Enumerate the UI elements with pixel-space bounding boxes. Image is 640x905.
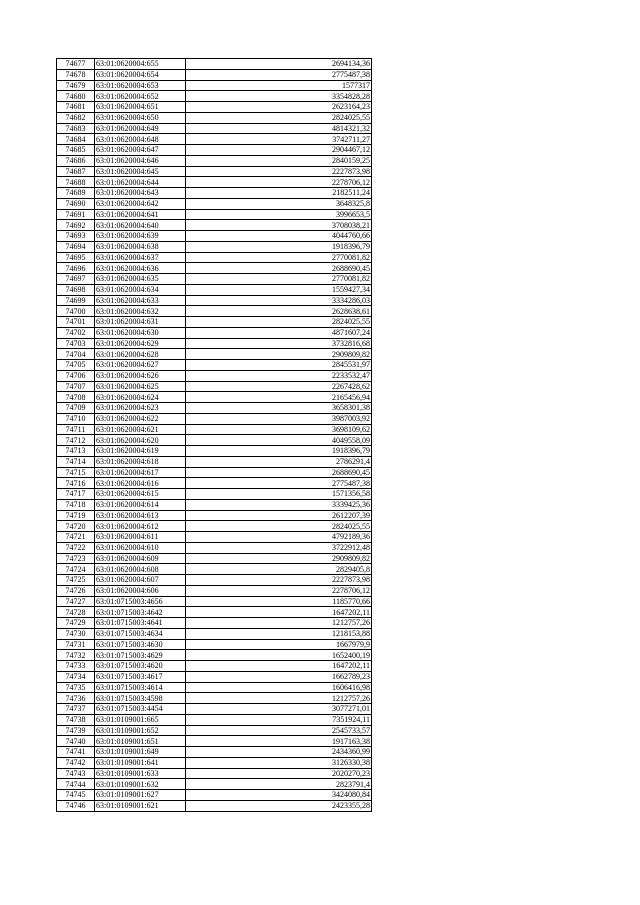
table-row bbox=[57, 220, 372, 231]
row-number-cell: 74705 bbox=[57, 360, 95, 371]
value-cell: 1218153,88 bbox=[186, 628, 372, 639]
row-number-cell: 74690 bbox=[57, 198, 95, 209]
table-row bbox=[57, 768, 372, 779]
cadastral-number-cell: 63:01:0620004:611 bbox=[95, 532, 186, 543]
row-number-cell: 74699 bbox=[57, 295, 95, 306]
cadastral-number-cell: 63:01:0620004:617 bbox=[95, 467, 186, 478]
value-cell: 3722912,48 bbox=[186, 542, 372, 553]
table-row bbox=[57, 177, 372, 188]
value-cell: 3987003,92 bbox=[186, 413, 372, 424]
row-number-cell: 74718 bbox=[57, 499, 95, 510]
row-number-cell: 74701 bbox=[57, 317, 95, 328]
cadastral-number-cell: 63:01:0620004:613 bbox=[95, 510, 186, 521]
row-number-cell: 74697 bbox=[57, 274, 95, 285]
cadastral-number-cell: 63:01:0620004:646 bbox=[95, 155, 186, 166]
cadastral-number-cell: 63:01:0620004:641 bbox=[95, 209, 186, 220]
value-cell: 3658301,38 bbox=[186, 403, 372, 414]
row-number-cell: 74719 bbox=[57, 510, 95, 521]
cadastral-number-cell: 63:01:0620004:642 bbox=[95, 198, 186, 209]
row-number-cell: 74732 bbox=[57, 650, 95, 661]
row-number-cell: 74698 bbox=[57, 284, 95, 295]
row-number-cell: 74721 bbox=[57, 532, 95, 543]
table-row bbox=[57, 284, 372, 295]
row-number-cell: 74740 bbox=[57, 736, 95, 747]
table-row bbox=[57, 446, 372, 457]
row-number-cell: 74726 bbox=[57, 585, 95, 596]
value-cell: 2227873,98 bbox=[186, 166, 372, 177]
table-row bbox=[57, 392, 372, 403]
row-number-cell: 74737 bbox=[57, 704, 95, 715]
row-number-cell: 74684 bbox=[57, 134, 95, 145]
cadastral-number-cell: 63:01:0620004:616 bbox=[95, 478, 186, 489]
row-number-cell: 74739 bbox=[57, 725, 95, 736]
row-number-cell: 74696 bbox=[57, 263, 95, 274]
value-cell: 2786291,4 bbox=[186, 456, 372, 467]
row-number-cell: 74709 bbox=[57, 403, 95, 414]
value-cell: 1212757,26 bbox=[186, 693, 372, 704]
cadastral-number-cell: 63:01:0620004:647 bbox=[95, 145, 186, 156]
table-row bbox=[57, 123, 372, 134]
value-cell: 2823791,4 bbox=[186, 779, 372, 790]
table-row bbox=[57, 59, 372, 70]
cadastral-number-cell: 63:01:0620004:640 bbox=[95, 220, 186, 231]
value-cell: 2434360,99 bbox=[186, 747, 372, 758]
row-number-cell: 74692 bbox=[57, 220, 95, 231]
value-cell: 2770081,82 bbox=[186, 252, 372, 263]
row-number-cell: 74723 bbox=[57, 553, 95, 564]
row-number-cell: 74734 bbox=[57, 671, 95, 682]
table-row bbox=[57, 725, 372, 736]
value-cell: 2267428,62 bbox=[186, 381, 372, 392]
cadastral-number-cell: 63:01:0715003:4617 bbox=[95, 671, 186, 682]
cadastral-number-cell: 63:01:0715003:4454 bbox=[95, 704, 186, 715]
table-row bbox=[57, 564, 372, 575]
table-row bbox=[57, 306, 372, 317]
cadastral-number-cell: 63:01:0715003:4634 bbox=[95, 628, 186, 639]
cadastral-number-cell: 63:01:0620004:633 bbox=[95, 295, 186, 306]
cadastral-number-cell: 63:01:0620004:624 bbox=[95, 392, 186, 403]
table-row bbox=[57, 661, 372, 672]
value-cell: 2770081,82 bbox=[186, 274, 372, 285]
table-row bbox=[57, 155, 372, 166]
value-cell: 3339425,36 bbox=[186, 499, 372, 510]
cadastral-number-cell: 63:01:0620004:650 bbox=[95, 112, 186, 123]
table-row bbox=[57, 607, 372, 618]
table-row bbox=[57, 252, 372, 263]
value-cell: 1652400,19 bbox=[186, 650, 372, 661]
row-number-cell: 74716 bbox=[57, 478, 95, 489]
table-row bbox=[57, 704, 372, 715]
cadastral-number-cell: 63:01:0109001:632 bbox=[95, 779, 186, 790]
value-cell: 1917163,38 bbox=[186, 736, 372, 747]
table-row bbox=[57, 424, 372, 435]
value-cell: 2694134,36 bbox=[186, 59, 372, 70]
cadastral-number-cell: 63:01:0620004:653 bbox=[95, 80, 186, 91]
table-row bbox=[57, 295, 372, 306]
row-number-cell: 74689 bbox=[57, 188, 95, 199]
table-row bbox=[57, 467, 372, 478]
value-cell: 3424080,84 bbox=[186, 790, 372, 801]
value-cell: 4792189,36 bbox=[186, 532, 372, 543]
row-number-cell: 74722 bbox=[57, 542, 95, 553]
table-row bbox=[57, 790, 372, 801]
value-cell: 2227873,98 bbox=[186, 575, 372, 586]
table-row bbox=[57, 102, 372, 113]
table-row bbox=[57, 532, 372, 543]
value-cell: 3354828,28 bbox=[186, 91, 372, 102]
row-number-cell: 74703 bbox=[57, 338, 95, 349]
row-number-cell: 74731 bbox=[57, 639, 95, 650]
row-number-cell: 74729 bbox=[57, 618, 95, 629]
table-row bbox=[57, 209, 372, 220]
value-cell: 1571356,58 bbox=[186, 489, 372, 500]
cadastral-number-cell: 63:01:0109001:627 bbox=[95, 790, 186, 801]
table-body bbox=[57, 59, 372, 812]
table-row bbox=[57, 188, 372, 199]
cadastral-number-cell: 63:01:0620004:610 bbox=[95, 542, 186, 553]
cadastral-number-cell: 63:01:0620004:627 bbox=[95, 360, 186, 371]
table-row bbox=[57, 134, 372, 145]
value-cell: 2278706,12 bbox=[186, 177, 372, 188]
data-table bbox=[56, 58, 372, 812]
row-number-cell: 74695 bbox=[57, 252, 95, 263]
row-number-cell: 74730 bbox=[57, 628, 95, 639]
row-number-cell: 74717 bbox=[57, 489, 95, 500]
table-row bbox=[57, 198, 372, 209]
table-row bbox=[57, 499, 372, 510]
value-cell: 2233532,47 bbox=[186, 370, 372, 381]
row-number-cell: 74746 bbox=[57, 800, 95, 811]
row-number-cell: 74677 bbox=[57, 59, 95, 70]
table-row bbox=[57, 682, 372, 693]
cadastral-number-cell: 63:01:0715003:4641 bbox=[95, 618, 186, 629]
value-cell: 2824025,55 bbox=[186, 112, 372, 123]
value-cell: 2688690,45 bbox=[186, 263, 372, 274]
cadastral-number-cell: 63:01:0620004:648 bbox=[95, 134, 186, 145]
table-row bbox=[57, 478, 372, 489]
cadastral-number-cell: 63:01:0109001:651 bbox=[95, 736, 186, 747]
row-number-cell: 74711 bbox=[57, 424, 95, 435]
value-cell: 7351924,11 bbox=[186, 714, 372, 725]
value-cell: 2423355,28 bbox=[186, 800, 372, 811]
value-cell: 2824025,55 bbox=[186, 317, 372, 328]
table-row bbox=[57, 69, 372, 80]
table-row bbox=[57, 327, 372, 338]
cadastral-number-cell: 63:01:0620004:643 bbox=[95, 188, 186, 199]
cadastral-number-cell: 63:01:0620004:614 bbox=[95, 499, 186, 510]
row-number-cell: 74712 bbox=[57, 435, 95, 446]
table-row bbox=[57, 553, 372, 564]
row-number-cell: 74724 bbox=[57, 564, 95, 575]
cadastral-number-cell: 63:01:0620004:620 bbox=[95, 435, 186, 446]
value-cell: 3648325,8 bbox=[186, 198, 372, 209]
table-row bbox=[57, 80, 372, 91]
value-cell: 1212757,26 bbox=[186, 618, 372, 629]
cadastral-number-cell: 63:01:0620004:607 bbox=[95, 575, 186, 586]
value-cell: 2278706,12 bbox=[186, 585, 372, 596]
table-row bbox=[57, 542, 372, 553]
row-number-cell: 74691 bbox=[57, 209, 95, 220]
cadastral-number-cell: 63:01:0715003:4629 bbox=[95, 650, 186, 661]
value-cell: 2775487,38 bbox=[186, 478, 372, 489]
table-row bbox=[57, 91, 372, 102]
table-row bbox=[57, 596, 372, 607]
cadastral-number-cell: 63:01:0109001:641 bbox=[95, 757, 186, 768]
row-number-cell: 74710 bbox=[57, 413, 95, 424]
row-number-cell: 74686 bbox=[57, 155, 95, 166]
value-cell: 1918396,79 bbox=[186, 241, 372, 252]
row-number-cell: 74720 bbox=[57, 521, 95, 532]
value-cell: 4049558,09 bbox=[186, 435, 372, 446]
value-cell: 2545733,57 bbox=[186, 725, 372, 736]
cadastral-number-cell: 63:01:0620004:623 bbox=[95, 403, 186, 414]
cadastral-number-cell: 63:01:0620004:629 bbox=[95, 338, 186, 349]
table-row bbox=[57, 510, 372, 521]
cadastral-number-cell: 63:01:0620004:651 bbox=[95, 102, 186, 113]
value-cell: 2904467,12 bbox=[186, 145, 372, 156]
value-cell: 1185770,66 bbox=[186, 596, 372, 607]
table-row bbox=[57, 231, 372, 242]
cadastral-number-cell: 63:01:0109001:649 bbox=[95, 747, 186, 758]
value-cell: 2688690,45 bbox=[186, 467, 372, 478]
row-number-cell: 74678 bbox=[57, 69, 95, 80]
table-row bbox=[57, 489, 372, 500]
value-cell: 1667979,9 bbox=[186, 639, 372, 650]
value-cell: 1662789,23 bbox=[186, 671, 372, 682]
cadastral-number-cell: 63:01:0620004:649 bbox=[95, 123, 186, 134]
table-row bbox=[57, 575, 372, 586]
value-cell: 4871607,24 bbox=[186, 327, 372, 338]
table-row bbox=[57, 736, 372, 747]
table-row bbox=[57, 381, 372, 392]
row-number-cell: 74738 bbox=[57, 714, 95, 725]
value-cell: 3698109,62 bbox=[186, 424, 372, 435]
value-cell: 2829405,8 bbox=[186, 564, 372, 575]
row-number-cell: 74706 bbox=[57, 370, 95, 381]
cadastral-number-cell: 63:01:0620004:612 bbox=[95, 521, 186, 532]
value-cell: 1647202,11 bbox=[186, 607, 372, 618]
row-number-cell: 74745 bbox=[57, 790, 95, 801]
cadastral-number-cell: 63:01:0620004:652 bbox=[95, 91, 186, 102]
row-number-cell: 74742 bbox=[57, 757, 95, 768]
table-row bbox=[57, 650, 372, 661]
row-number-cell: 74694 bbox=[57, 241, 95, 252]
cadastral-number-cell: 63:01:0715003:4630 bbox=[95, 639, 186, 650]
cadastral-number-cell: 63:01:0620004:631 bbox=[95, 317, 186, 328]
table-row bbox=[57, 349, 372, 360]
cadastral-number-cell: 63:01:0620004:626 bbox=[95, 370, 186, 381]
table-row bbox=[57, 241, 372, 252]
cadastral-number-cell: 63:01:0620004:628 bbox=[95, 349, 186, 360]
row-number-cell: 74741 bbox=[57, 747, 95, 758]
cadastral-number-cell: 63:01:0620004:645 bbox=[95, 166, 186, 177]
value-cell: 3732816,68 bbox=[186, 338, 372, 349]
value-cell: 3742711,27 bbox=[186, 134, 372, 145]
row-number-cell: 74708 bbox=[57, 392, 95, 403]
value-cell: 2612207,39 bbox=[186, 510, 372, 521]
table-row bbox=[57, 585, 372, 596]
value-cell: 3334286,03 bbox=[186, 295, 372, 306]
table-row bbox=[57, 166, 372, 177]
table-row bbox=[57, 671, 372, 682]
row-number-cell: 74688 bbox=[57, 177, 95, 188]
row-number-cell: 74728 bbox=[57, 607, 95, 618]
cadastral-number-cell: 63:01:0109001:652 bbox=[95, 725, 186, 736]
cadastral-number-cell: 63:01:0620004:619 bbox=[95, 446, 186, 457]
table-row bbox=[57, 370, 372, 381]
row-number-cell: 74727 bbox=[57, 596, 95, 607]
value-cell: 1606416,98 bbox=[186, 682, 372, 693]
cadastral-number-cell: 63:01:0715003:4656 bbox=[95, 596, 186, 607]
value-cell: 4814321,32 bbox=[186, 123, 372, 134]
value-cell: 2840159,25 bbox=[186, 155, 372, 166]
cadastral-number-cell: 63:01:0109001:621 bbox=[95, 800, 186, 811]
table-row bbox=[57, 714, 372, 725]
cadastral-number-cell: 63:01:0620004:609 bbox=[95, 553, 186, 564]
table-row bbox=[57, 757, 372, 768]
table-row bbox=[57, 112, 372, 123]
table-row bbox=[57, 435, 372, 446]
value-cell: 2909809,82 bbox=[186, 349, 372, 360]
table-row bbox=[57, 628, 372, 639]
cadastral-number-cell: 63:01:0620004:639 bbox=[95, 231, 186, 242]
table-row bbox=[57, 263, 372, 274]
value-cell: 3996653,5 bbox=[186, 209, 372, 220]
value-cell: 2020270,23 bbox=[186, 768, 372, 779]
value-cell: 2628638,61 bbox=[186, 306, 372, 317]
value-cell: 1918396,79 bbox=[186, 446, 372, 457]
table-row bbox=[57, 693, 372, 704]
table-row bbox=[57, 413, 372, 424]
value-cell: 2182511,24 bbox=[186, 188, 372, 199]
table-row bbox=[57, 274, 372, 285]
table-row bbox=[57, 747, 372, 758]
table-row bbox=[57, 618, 372, 629]
row-number-cell: 74702 bbox=[57, 327, 95, 338]
row-number-cell: 74682 bbox=[57, 112, 95, 123]
cadastral-number-cell: 63:01:0715003:4598 bbox=[95, 693, 186, 704]
value-cell: 3077271,01 bbox=[186, 704, 372, 715]
value-cell: 4044760,66 bbox=[186, 231, 372, 242]
row-number-cell: 74707 bbox=[57, 381, 95, 392]
row-number-cell: 74725 bbox=[57, 575, 95, 586]
cadastral-number-cell: 63:01:0620004:638 bbox=[95, 241, 186, 252]
row-number-cell: 74687 bbox=[57, 166, 95, 177]
table-row bbox=[57, 800, 372, 811]
cadastral-number-cell: 63:01:0109001:633 bbox=[95, 768, 186, 779]
table-row bbox=[57, 338, 372, 349]
cadastral-number-cell: 63:01:0620004:630 bbox=[95, 327, 186, 338]
value-cell: 2165456,94 bbox=[186, 392, 372, 403]
table-row bbox=[57, 639, 372, 650]
row-number-cell: 74704 bbox=[57, 349, 95, 360]
cadastral-number-cell: 63:01:0620004:655 bbox=[95, 59, 186, 70]
row-number-cell: 74683 bbox=[57, 123, 95, 134]
value-cell: 1559427,34 bbox=[186, 284, 372, 295]
row-number-cell: 74744 bbox=[57, 779, 95, 790]
row-number-cell: 74713 bbox=[57, 446, 95, 457]
cadastral-number-cell: 63:01:0620004:625 bbox=[95, 381, 186, 392]
row-number-cell: 74700 bbox=[57, 306, 95, 317]
cadastral-number-cell: 63:01:0109001:665 bbox=[95, 714, 186, 725]
row-number-cell: 74735 bbox=[57, 682, 95, 693]
table-row bbox=[57, 317, 372, 328]
cadastral-number-cell: 63:01:0715003:4642 bbox=[95, 607, 186, 618]
cadastral-number-cell: 63:01:0620004:632 bbox=[95, 306, 186, 317]
table-row bbox=[57, 360, 372, 371]
row-number-cell: 74714 bbox=[57, 456, 95, 467]
cadastral-number-cell: 63:01:0620004:615 bbox=[95, 489, 186, 500]
value-cell: 1577317 bbox=[186, 80, 372, 91]
row-number-cell: 74743 bbox=[57, 768, 95, 779]
value-cell: 2909809,82 bbox=[186, 553, 372, 564]
cadastral-number-cell: 63:01:0620004:622 bbox=[95, 413, 186, 424]
value-cell: 2775487,38 bbox=[186, 69, 372, 80]
table-row bbox=[57, 145, 372, 156]
row-number-cell: 74685 bbox=[57, 145, 95, 156]
cadastral-number-cell: 63:01:0620004:618 bbox=[95, 456, 186, 467]
row-number-cell: 74679 bbox=[57, 80, 95, 91]
row-number-cell: 74733 bbox=[57, 661, 95, 672]
value-cell: 3708038,21 bbox=[186, 220, 372, 231]
row-number-cell: 74680 bbox=[57, 91, 95, 102]
cadastral-number-cell: 63:01:0620004:654 bbox=[95, 69, 186, 80]
table-row bbox=[57, 456, 372, 467]
row-number-cell: 74681 bbox=[57, 102, 95, 113]
cadastral-number-cell: 63:01:0620004:634 bbox=[95, 284, 186, 295]
value-cell: 1647202,11 bbox=[186, 661, 372, 672]
row-number-cell: 74736 bbox=[57, 693, 95, 704]
value-cell: 3126330,38 bbox=[186, 757, 372, 768]
cadastral-number-cell: 63:01:0620004:606 bbox=[95, 585, 186, 596]
cadastral-number-cell: 63:01:0620004:621 bbox=[95, 424, 186, 435]
table-row bbox=[57, 779, 372, 790]
cadastral-number-cell: 63:01:0620004:644 bbox=[95, 177, 186, 188]
cadastral-number-cell: 63:01:0620004:636 bbox=[95, 263, 186, 274]
row-number-cell: 74715 bbox=[57, 467, 95, 478]
cadastral-number-cell: 63:01:0620004:608 bbox=[95, 564, 186, 575]
table-row bbox=[57, 521, 372, 532]
value-cell: 2845531,97 bbox=[186, 360, 372, 371]
cadastral-number-cell: 63:01:0620004:637 bbox=[95, 252, 186, 263]
value-cell: 2623164,23 bbox=[186, 102, 372, 113]
cadastral-number-cell: 63:01:0620004:635 bbox=[95, 274, 186, 285]
table-row bbox=[57, 403, 372, 414]
value-cell: 2824025,55 bbox=[186, 521, 372, 532]
row-number-cell: 74693 bbox=[57, 231, 95, 242]
cadastral-number-cell: 63:01:0715003:4620 bbox=[95, 661, 186, 672]
cadastral-number-cell: 63:01:0715003:4614 bbox=[95, 682, 186, 693]
